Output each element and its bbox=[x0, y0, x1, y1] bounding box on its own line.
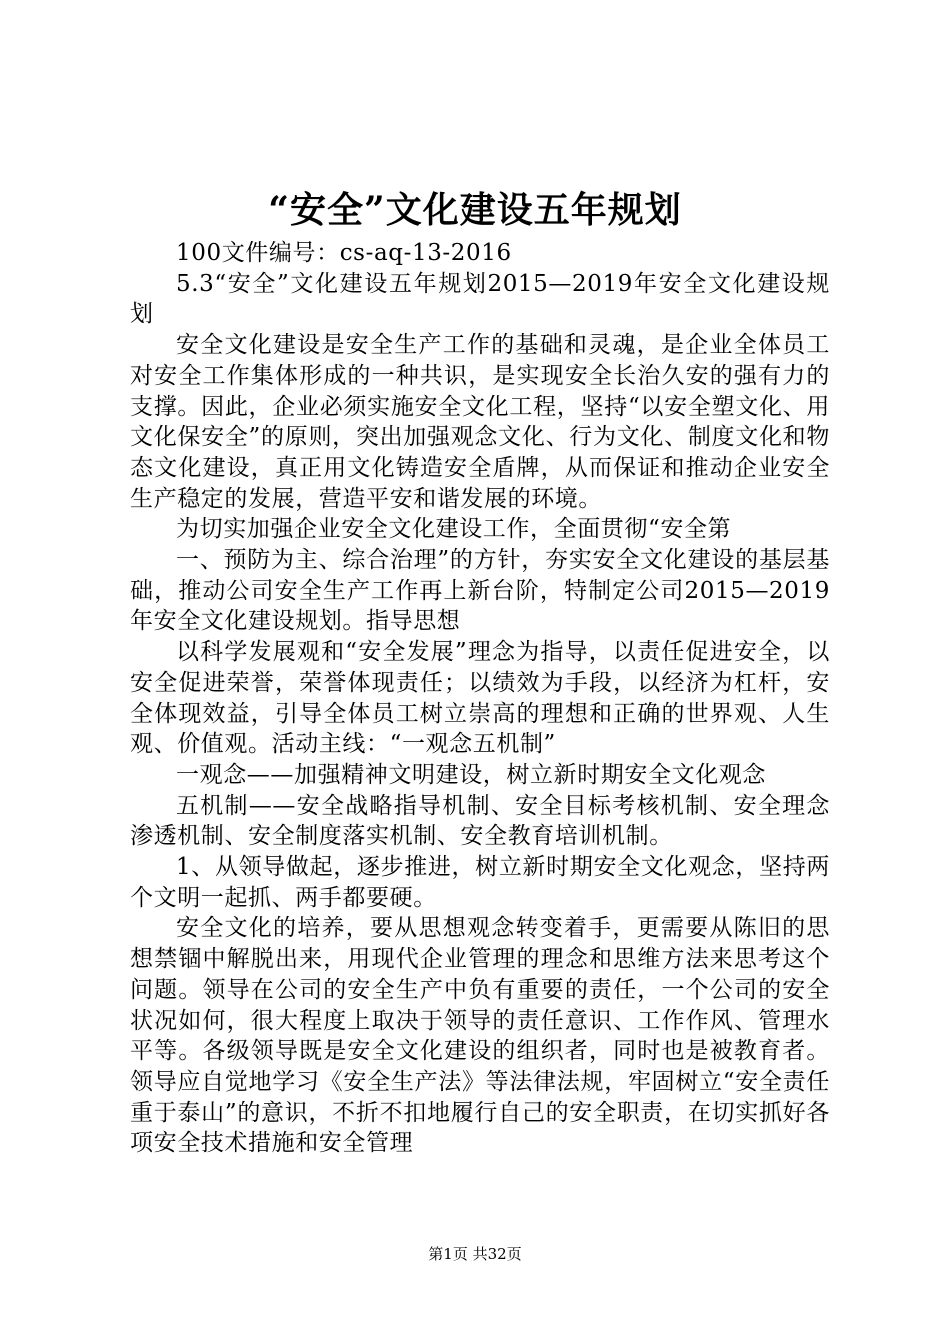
document-body bbox=[130, 238, 830, 1159]
paragraph-section-heading: 5.3“安全”文化建设五年规划2015—2019年安全文化建设规划 bbox=[130, 270, 830, 328]
paragraph-guiding-ideology: 以科学发展观和“安全发展”理念为指导，以责任促进安全，以安全促进荣誉，荣誉体现责任；以绩效为手段，以经济为杠杆，安全体现效益，引导全体员工树立崇高的理想和正确的世界观、人生观、价值观。活动主线：“一观念五机制” bbox=[130, 639, 830, 758]
paragraph-safety-culture-cultivation: 安全文化的培养，要从思想观念转变着手，更需要从陈旧的思想禁锢中解脱出来，用现代企业管理的理念和思维方法来思考这个问题。领导在公司的安全生产中负有重要的责任，一个公司的安全状况如何，很大程度上取决于领导的责任意识、工作作风、管理水平等。各级领导既是安全文化建设的组织者，同时也是被教育者。领导应自觉地学习《安全生产法》等法律法规，牢固树立“安全责任重于泰山”的意识，不折不扣地履行自己的安全职责，在切实抓好各项安全技术措施和安全管理 bbox=[130, 915, 830, 1157]
paragraph-guiding-principle: 一、预防为主、综合治理”的方针，夯实安全文化建设的基层基础，推动公司安全生产工作再上新台阶，特制定公司2015—2019年安全文化建设规划。指导思想 bbox=[130, 547, 830, 635]
paragraph-item-1: 1、从领导做起，逐步推进，树立新时期安全文化观念，坚持两个文明一起抓、两手都要硬。 bbox=[130, 854, 830, 911]
page-footer: 第1页 共32页 bbox=[428, 1245, 522, 1263]
paragraph-purpose: 为切实加强企业安全文化建设工作，全面贯彻“安全第 bbox=[176, 516, 732, 543]
paragraph-file-number: 100文件编号：cs-aq-13-2016 bbox=[176, 240, 512, 266]
paragraph-five-mechanisms: 五机制——安全战略指导机制、安全目标考核机制、安全理念渗透机制、安全制度落实机制、安全教育培训机制。 bbox=[130, 792, 830, 850]
paragraph-one-concept: 一观念——加强精神文明建设，树立新时期安全文化观念 bbox=[176, 761, 766, 788]
paragraph-introduction: 安全文化建设是安全生产工作的基础和灵魂，是企业全体员工对安全工作集体形成的一种共识，是实现安全长治久安的强有力的支撑。因此，企业必须实施安全文化工程，坚持“以安全塑文化、用文化保安全”的原则，突出加强观念文化、行为文化、制度文化和物态文化建设，真正用文化铸造安全盾牌，从而保证和推动企业安全生产稳定的发展，营造平安和谐发展的环境。 bbox=[130, 332, 830, 512]
document-title: “安全”文化建设五年规划 bbox=[268, 189, 682, 231]
